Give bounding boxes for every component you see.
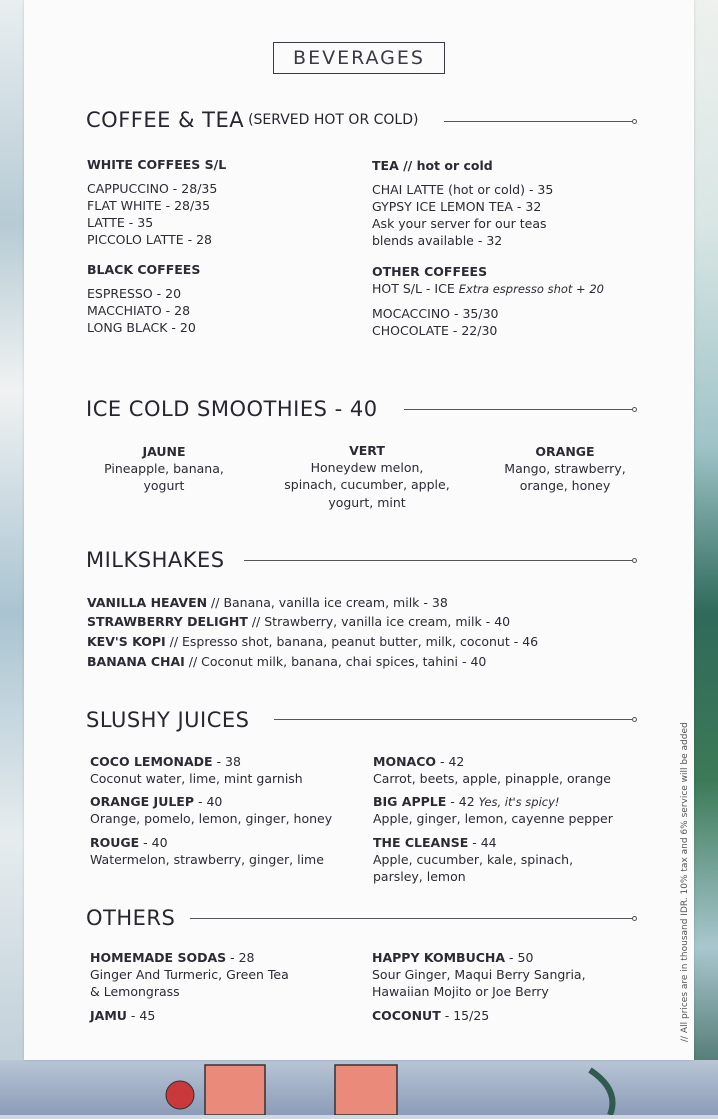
smoothie-desc: Mango, strawberry, — [504, 461, 626, 476]
tea-heading: TEA // hot or cold — [372, 158, 493, 173]
list-item: CHAI LATTE (hot or cold) - 35 — [372, 182, 554, 197]
milkshake-name: BANANA CHAI — [87, 654, 185, 669]
milkshake-name: STRAWBERRY DELIGHT — [87, 614, 248, 629]
juice-name: THE CLEANSE — [373, 835, 469, 850]
milkshake-item — [87, 633, 538, 650]
menu-title: BEVERAGES — [273, 42, 445, 74]
juice-title — [90, 793, 222, 810]
black-coffees-heading: BLACK COFFEES — [87, 262, 201, 277]
others-rule — [190, 918, 634, 919]
juice-desc: parsley, lemon — [373, 869, 466, 884]
bottom-illustration — [0, 1060, 718, 1115]
milkshake-desc: // Banana, vanilla ice cream, milk - 38 — [207, 595, 448, 610]
juice-desc: Orange, pomelo, lemon, ginger, honey — [90, 811, 333, 826]
hot-ice-label: HOT S/L - ICE — [372, 281, 455, 296]
others-desc: & Lemongrass — [90, 984, 180, 999]
list-item: LATTE - 35 — [87, 215, 154, 230]
juice-desc: Coconut water, lime, mint garnish — [90, 771, 303, 786]
background-bottom-strip — [0, 1060, 718, 1115]
background-right-strip — [694, 0, 718, 1115]
juice-desc: Carrot, beets, apple, pinapple, orange — [373, 771, 611, 786]
others-title: OTHERS — [86, 906, 176, 930]
juice-name: COCO LEMONADE — [90, 754, 213, 769]
list-item: GYPSY ICE LEMON TEA - 32 — [372, 199, 542, 214]
smoothies-rule — [404, 409, 634, 410]
juice-title — [90, 834, 168, 851]
milkshake-item — [87, 653, 486, 670]
white-coffees-heading: WHITE COFFEES S/L — [87, 157, 227, 172]
milkshake-item — [87, 613, 510, 630]
smoothie-name: ORANGE — [535, 444, 595, 459]
juice-title — [373, 793, 560, 811]
list-item: ESPRESSO - 20 — [87, 286, 182, 301]
list-item: PICCOLO LATTE - 28 — [87, 232, 212, 247]
smoothie-desc: yogurt, mint — [328, 495, 406, 510]
milkshake-item — [87, 594, 448, 611]
milkshakes-heading — [86, 548, 225, 572]
milkshake-desc: // Strawberry, vanilla ice cream, milk - 40 — [247, 614, 511, 629]
others-desc: Sour Ginger, Maqui Berry Sangria, — [372, 967, 586, 982]
others-desc: Hawaiian Mojito or Joe Berry — [372, 984, 549, 999]
juice-price: - 44 — [468, 835, 497, 850]
juice-title — [373, 834, 497, 851]
slushy-rule — [274, 719, 634, 720]
list-item: LONG BLACK - 20 — [87, 320, 196, 335]
smoothie-desc: spinach, cucumber, apple, — [284, 477, 450, 492]
juice-title — [90, 753, 241, 770]
others-title-line — [372, 949, 533, 966]
others-title-line — [90, 949, 255, 966]
juice-name: MONACO — [373, 754, 437, 769]
list-item: MOCACCINO - 35/30 — [372, 306, 499, 321]
milkshake-desc: // Coconut milk, banana, chai spices, tahini - 40 — [184, 654, 487, 669]
others-name: JAMU — [90, 1008, 127, 1023]
juice-price: - 40 — [194, 794, 223, 809]
others-name: HOMEMADE SODAS — [90, 950, 227, 965]
juice-desc: Apple, cucumber, kale, spinach, — [373, 852, 574, 867]
milkshake-name: VANILLA HEAVEN — [87, 595, 208, 610]
smoothies-heading — [86, 397, 378, 421]
others-name: HAPPY KOMBUCHA — [372, 950, 506, 965]
juice-price: - 38 — [212, 754, 241, 769]
smoothie-name: JAUNE — [142, 444, 186, 459]
juice-name: ROUGE — [90, 835, 140, 850]
juice-note: Yes, it's spicy! — [478, 795, 560, 809]
smoothie-desc: Honeydew melon, — [310, 460, 424, 475]
smoothies-title: ICE COLD SMOOTHIES - 40 — [86, 397, 378, 421]
smoothie-desc: yogurt — [143, 478, 185, 493]
others-price: - 15/25 — [440, 1008, 490, 1023]
milkshake-desc: // Espresso shot, banana, peanut butter, milk, coconut - 46 — [165, 634, 539, 649]
juice-desc: Apple, ginger, lemon, cayenne pepper — [373, 811, 613, 826]
smoothie-name: VERT — [349, 443, 385, 458]
list-item: CAPPUCCINO - 28/35 — [87, 181, 218, 196]
others-name: COCONUT — [372, 1008, 441, 1023]
milkshakes-rule — [244, 560, 634, 561]
juice-price: - 42 — [446, 794, 475, 809]
coffee-tea-rule — [444, 121, 634, 122]
others-price: - 28 — [226, 950, 255, 965]
others-desc: Ginger And Turmeric, Green Tea — [90, 967, 289, 982]
coffee-tea-heading — [86, 108, 418, 132]
juice-name: BIG APPLE — [373, 794, 447, 809]
coffee-tea-title: COFFEE & TEA — [86, 108, 245, 132]
juice-price: - 42 — [436, 754, 465, 769]
milkshake-name: KEV'S KOPI — [87, 634, 166, 649]
milkshakes-title: MILKSHAKES — [86, 548, 225, 572]
others-price: - 45 — [126, 1008, 156, 1023]
slushy-heading — [86, 708, 250, 732]
slushy-title: SLUSHY JUICES — [86, 708, 250, 732]
list-item: FLAT WHITE - 28/35 — [87, 198, 211, 213]
others-title-line — [90, 1007, 155, 1024]
price-footnote: // All prices are in thousand IDR. 10% tax and 6% service will be added — [680, 722, 690, 1042]
list-item: blends available - 32 — [372, 233, 503, 248]
extra-shot-note: Extra espresso shot + 20 — [458, 282, 604, 296]
others-price: - 50 — [505, 950, 534, 965]
smoothie-desc: Pineapple, banana, — [104, 461, 224, 476]
list-item: CHOCOLATE - 22/30 — [372, 323, 498, 338]
list-item: MACCHIATO - 28 — [87, 303, 191, 318]
juice-title — [373, 753, 464, 770]
juice-price: - 40 — [139, 835, 168, 850]
list-item: Ask your server for our teas — [372, 216, 547, 231]
juice-name: ORANGE JULEP — [90, 794, 195, 809]
coffee-tea-subtitle: (SERVED HOT OR COLD) — [248, 112, 419, 128]
juice-desc: Watermelon, strawberry, ginger, lime — [90, 852, 324, 867]
others-heading — [86, 906, 175, 930]
other-coffees-heading: OTHER COFFEES — [372, 264, 488, 279]
smoothie-desc: orange, honey — [519, 478, 611, 493]
hot-ice-line — [372, 280, 604, 298]
others-title-line — [372, 1007, 489, 1024]
